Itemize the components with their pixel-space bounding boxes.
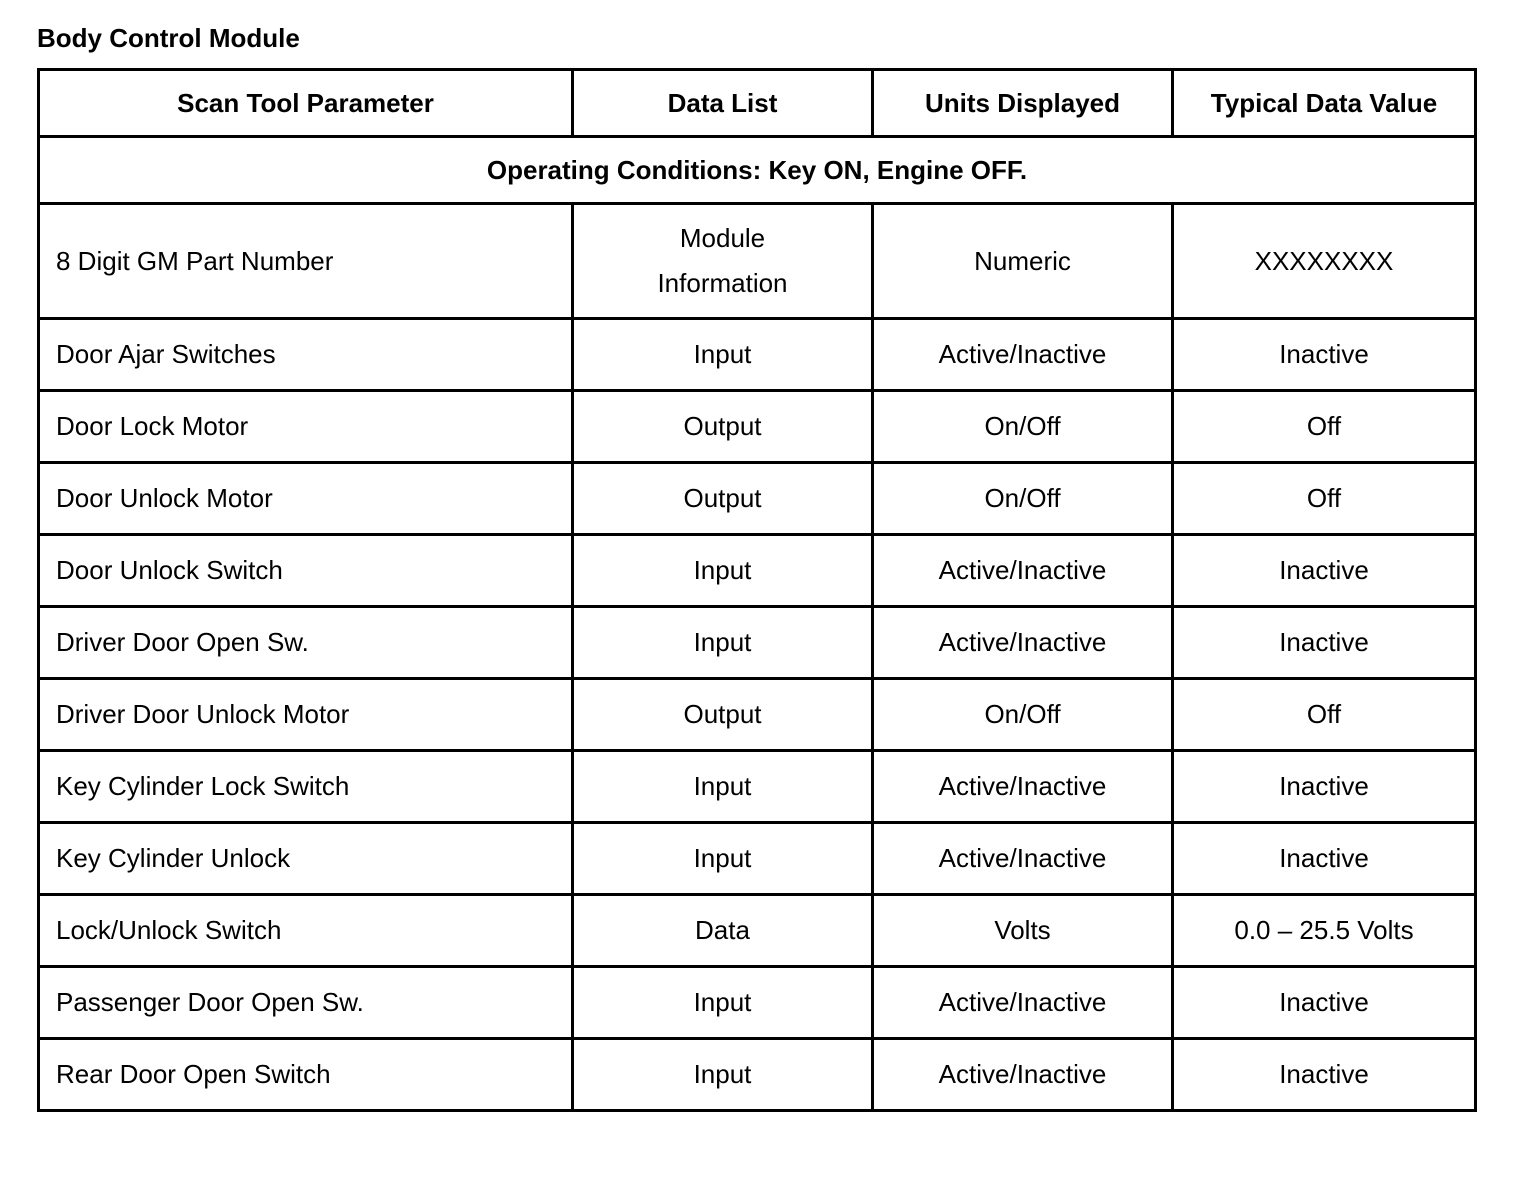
table-row [39, 751, 1476, 823]
table-row [39, 463, 1476, 535]
table-row [39, 679, 1476, 751]
data-list-cell: Input [573, 319, 873, 391]
typical-value-cell: Off [1173, 463, 1476, 535]
units-cell: Active/Inactive [873, 967, 1173, 1039]
data-list-cell: Data [573, 895, 873, 967]
typical-value-cell: Inactive [1173, 319, 1476, 391]
typical-value-cell: Inactive [1173, 1039, 1476, 1111]
parameter-cell: Lock/Unlock Switch [39, 895, 573, 967]
table-row [39, 1039, 1476, 1111]
units-cell: Active/Inactive [873, 1039, 1173, 1111]
data-list-cell: Input [573, 967, 873, 1039]
units-cell: Active/Inactive [873, 607, 1173, 679]
data-list-cell: Input [573, 535, 873, 607]
typical-value-cell: Off [1173, 391, 1476, 463]
units-cell: On/Off [873, 391, 1173, 463]
typical-value-cell: Inactive [1173, 823, 1476, 895]
scan-tool-data-table [37, 68, 1477, 1112]
data-list-cell: Output [573, 391, 873, 463]
typical-value-cell: Off [1173, 679, 1476, 751]
parameter-cell: Door Lock Motor [39, 391, 573, 463]
table-row [39, 895, 1476, 967]
typical-value-cell: Inactive [1173, 535, 1476, 607]
typical-value-cell: Inactive [1173, 607, 1476, 679]
data-list-cell: Input [573, 751, 873, 823]
typical-value-cell: Inactive [1173, 967, 1476, 1039]
data-list-cell: Output [573, 463, 873, 535]
units-cell: Volts [873, 895, 1173, 967]
header-scan-tool-parameter: Scan Tool Parameter [39, 70, 573, 137]
typical-value-cell: 0.0 – 25.5 Volts [1173, 895, 1476, 967]
data-list-cell: Input [573, 1039, 873, 1111]
units-cell: On/Off [873, 679, 1173, 751]
parameter-cell: Door Ajar Switches [39, 319, 573, 391]
header-data-list: Data List [573, 70, 873, 137]
typical-value-cell: Inactive [1173, 751, 1476, 823]
units-cell: Numeric [873, 204, 1173, 319]
parameter-cell: Key Cylinder Unlock [39, 823, 573, 895]
units-cell: Active/Inactive [873, 319, 1173, 391]
table-header-row [39, 70, 1476, 137]
units-cell: Active/Inactive [873, 535, 1173, 607]
parameter-cell: Driver Door Open Sw. [39, 607, 573, 679]
parameter-cell: Key Cylinder Lock Switch [39, 751, 573, 823]
header-typical-data-value: Typical Data Value [1173, 70, 1476, 137]
parameter-cell: 8 Digit GM Part Number [39, 204, 573, 319]
parameter-cell: Passenger Door Open Sw. [39, 967, 573, 1039]
units-cell: Active/Inactive [873, 823, 1173, 895]
table-row [39, 391, 1476, 463]
data-list-cell: Input [573, 607, 873, 679]
parameter-cell: Door Unlock Switch [39, 535, 573, 607]
header-units-displayed: Units Displayed [873, 70, 1173, 137]
table-row [39, 535, 1476, 607]
parameter-cell: Rear Door Open Switch [39, 1039, 573, 1111]
table-row [39, 823, 1476, 895]
table-row [39, 607, 1476, 679]
data-list-text: Module Information [657, 223, 788, 298]
units-cell: Active/Inactive [873, 751, 1173, 823]
parameter-cell: Driver Door Unlock Motor [39, 679, 573, 751]
table-row [39, 204, 1476, 319]
data-list-cell [573, 204, 873, 319]
parameter-cell: Door Unlock Motor [39, 463, 573, 535]
page-title: Body Control Module [37, 23, 300, 53]
typical-value-cell: XXXXXXXX [1173, 204, 1476, 319]
units-cell: On/Off [873, 463, 1173, 535]
operating-conditions: Operating Conditions: Key ON, Engine OFF. [39, 137, 1476, 204]
operating-conditions-row [39, 137, 1476, 204]
data-list-cell: Input [573, 823, 873, 895]
table-row [39, 319, 1476, 391]
data-list-cell: Output [573, 679, 873, 751]
table-row [39, 967, 1476, 1039]
